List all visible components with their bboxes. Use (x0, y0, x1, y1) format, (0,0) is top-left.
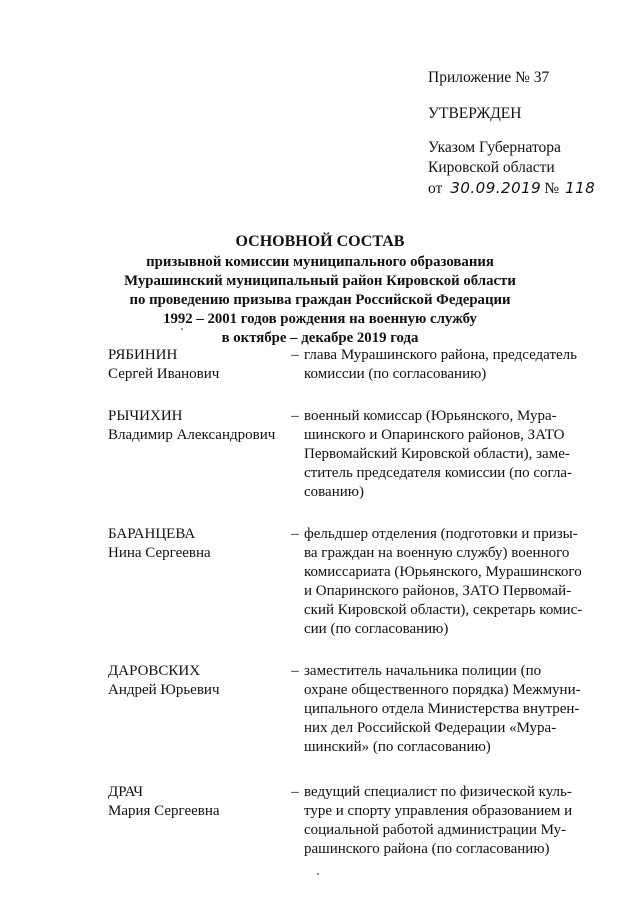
member-surname: БАРАНЦЕВА (108, 526, 196, 542)
from-label: от (428, 180, 443, 197)
member-name (108, 783, 286, 859)
member-surname: ДАРОВСКИХ (108, 663, 201, 679)
title-line: в октябре – декабре 2019 года (221, 330, 419, 346)
decree-date-row (428, 178, 628, 199)
members-list (108, 346, 598, 859)
title-line: 1992 – 2001 годов рождения на военную службу (163, 311, 477, 327)
dash-separator: – (291, 663, 299, 679)
member-entry (108, 783, 598, 859)
member-role (304, 407, 598, 502)
member-role (304, 783, 598, 859)
scan-speck (317, 873, 319, 875)
approved-label: УТВЕРЖДЕН (428, 105, 522, 122)
role-line: социальной работой администрации Му- (304, 822, 567, 838)
member-entry (108, 662, 598, 757)
role-line: них дел Российской Федерации «Мура- (304, 720, 557, 736)
title-line: по проведению призыва граждан Российской Федерации (129, 292, 511, 308)
member-given-names: Мария Сергеевна (108, 803, 220, 819)
role-line: ский Кировской области), секретарь комис- (304, 602, 583, 618)
role-line: охране общественного порядка) Межмуни- (304, 682, 581, 698)
role-line: сии (по согласованию) (304, 621, 449, 637)
role-line: сованию) (304, 484, 364, 500)
member-role (304, 662, 598, 757)
number-label: № (544, 180, 560, 197)
member-given-names: Владимир Александрович (108, 427, 276, 443)
handwritten-date: 30.09.2019 (450, 179, 542, 197)
member-given-names: Сергей Иванович (108, 366, 220, 382)
role-line: ведущий специалист по физической куль- (304, 784, 572, 800)
member-entry (108, 525, 598, 639)
member-role (304, 346, 598, 384)
member-name (108, 346, 286, 384)
member-name (108, 525, 286, 639)
dash-separator: – (291, 347, 299, 363)
decree-line-2: Кировской области (428, 159, 555, 176)
role-line: шинский» (по согласованию) (304, 739, 491, 755)
role-line: Первомайский Кировской области), заме- (304, 446, 570, 462)
document-title (100, 232, 540, 348)
member-surname: ДРАЧ (108, 784, 143, 800)
member-role (304, 525, 598, 639)
member-given-names: Нина Сергеевна (108, 545, 211, 561)
role-line: военный комиссар (Юрьянского, Мура- (304, 408, 557, 424)
appendix-number: Приложение № 37 (428, 69, 550, 86)
member-name (108, 662, 286, 757)
dash-separator: – (291, 526, 299, 542)
member-surname: РЫЧИХИН (108, 408, 183, 424)
role-line: ститель председателя комиссии (по согла- (304, 465, 573, 481)
handwritten-number: 118 (565, 179, 596, 197)
role-line: ципального отдела Министерства внутрен- (304, 701, 580, 717)
role-line: шинского и Опаринского районов, ЗАТО (304, 427, 565, 443)
role-line: ва граждан на военную службу) военного (304, 545, 570, 561)
title-line: призывной комиссии муниципального образования (146, 254, 494, 270)
role-line: и Опаринского районов, ЗАТО Первомай- (304, 583, 572, 599)
member-given-names: Андрей Юрьевич (108, 682, 220, 698)
role-line: глава Мурашинского района, председатель (304, 347, 577, 363)
title-main: ОСНОВНОЙ СОСТАВ (235, 233, 405, 250)
scan-speck (181, 328, 183, 330)
role-line: рашинского района (по согласованию) (304, 841, 550, 857)
role-line: фельдшер отделения (подготовки и призы- (304, 526, 578, 542)
role-line: комиссариата (Юрьянского, Мурашинского (304, 564, 582, 580)
dash-separator: – (291, 408, 299, 424)
member-entry (108, 346, 598, 384)
approval-block (428, 68, 628, 199)
decree-line-1: Указом Губернатора (428, 139, 561, 156)
role-line: заместитель начальника полиции (по (304, 663, 542, 679)
member-surname: РЯБИНИН (108, 347, 178, 363)
title-line: Мурашинский муниципальный район Кировской области (124, 273, 516, 289)
role-line: туре и спорту управления образованием и (304, 803, 573, 819)
role-line: комиссии (по согласованию) (304, 366, 487, 382)
dash-separator: – (291, 784, 299, 800)
member-name (108, 407, 286, 502)
member-entry (108, 407, 598, 502)
